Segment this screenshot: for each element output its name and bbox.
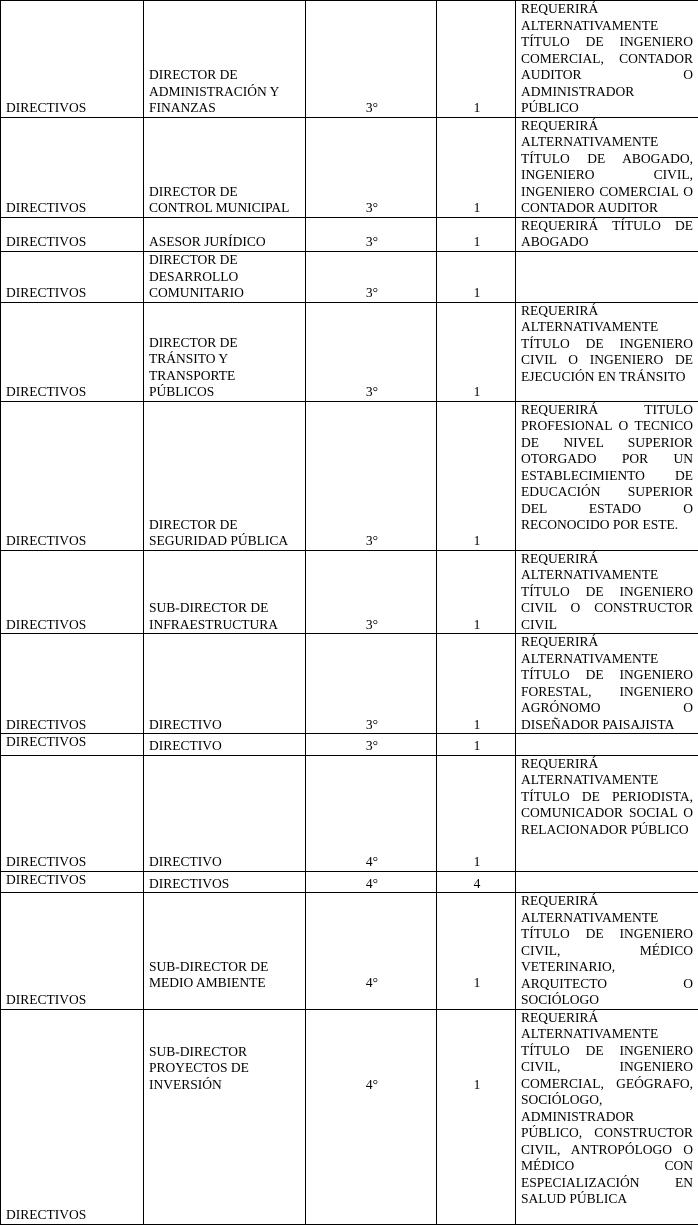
category-cell: DIRECTIVOS (1, 1, 144, 118)
grade-cell: 4° (306, 871, 437, 893)
requirement-cell: REQUERIRÁ TITULO PROFESIONAL O TECNICO DE NIVEL SUPERIOR OTORGADO POR UN ESTABLECIMIENTO DE EDUCACIÓN SUPERIOR DEL ESTADO O RECONOCIDO POR ESTE. (516, 401, 698, 550)
position-cell: DIRECTIVO (144, 734, 306, 756)
position-cell: SUB-DIRECTOR DE MEDIO AMBIENTE (144, 893, 306, 1010)
grade-cell: 3° (306, 251, 437, 302)
grade-cell: 3° (306, 550, 437, 634)
category-cell: DIRECTIVOS (1, 217, 144, 251)
position-cell: DIRECTIVOS (144, 871, 306, 893)
requirement-cell: REQUERIRÁ ALTERNATIVAMENTE TÍTULO DE INGENIERO COMERCIAL, CONTADOR AUDITOR O ADMINISTRADOR PÚBLICO (516, 1, 698, 118)
grade-cell: 3° (306, 117, 437, 217)
table-row (1, 893, 698, 1010)
position-cell: DIRECTOR DE TRÁNSITO Y TRANSPORTE PÚBLICOS (144, 302, 306, 401)
table-row (1, 1009, 698, 1224)
quantity-cell: 1 (437, 1, 516, 118)
requirement-cell: REQUERIRÁ ALTERNATIVAMENTE TÍTULO DE INGENIERO CIVIL O CONSTRUCTOR CIVIL (516, 550, 698, 634)
position-cell: SUB-DIRECTOR DE INFRAESTRUCTURA (144, 550, 306, 634)
table-row (1, 117, 698, 217)
grade-cell: 4° (306, 755, 437, 871)
table-row (1, 550, 698, 634)
grade-cell: 4° (306, 1009, 437, 1224)
requirement-cell: REQUERIRÁ ALTERNATIVAMENTE TÍTULO DE INGENIERO CIVIL, MÉDICO VETERINARIO, ARQUITECTO O SOCIÓLOGO (516, 893, 698, 1010)
grade-cell: 3° (306, 217, 437, 251)
requirement-cell (516, 734, 698, 756)
quantity-cell: 1 (437, 217, 516, 251)
position-cell: DIRECTIVO (144, 755, 306, 871)
category-cell: DIRECTIVOS (1, 550, 144, 634)
table-row (1, 302, 698, 401)
grade-cell: 3° (306, 302, 437, 401)
table-row (1, 871, 698, 893)
quantity-cell: 1 (437, 755, 516, 871)
position-cell: DIRECTOR DE CONTROL MUNICIPAL (144, 117, 306, 217)
category-cell: DIRECTIVOS (1, 871, 144, 893)
table-row (1, 634, 698, 734)
quantity-cell: 1 (437, 550, 516, 634)
requirement-cell: REQUERIRÁ ALTERNATIVAMENTE TÍTULO DE PERIODISTA, COMUNICADOR SOCIAL O RELACIONADOR PÚBLICO (516, 755, 698, 871)
category-cell: DIRECTIVOS (1, 755, 144, 871)
position-cell: DIRECTIVO (144, 634, 306, 734)
quantity-cell: 1 (437, 893, 516, 1010)
quantity-cell: 4 (437, 871, 516, 893)
category-cell: DIRECTIVOS (1, 1009, 144, 1224)
grade-cell: 3° (306, 401, 437, 550)
position-cell: DIRECTOR DE DESARROLLO COMUNITARIO (144, 251, 306, 302)
table-row (1, 734, 698, 756)
position-cell: DIRECTOR DE ADMINISTRACIÓN Y FINANZAS (144, 1, 306, 118)
table-row (1, 217, 698, 251)
grade-cell: 3° (306, 734, 437, 756)
category-cell: DIRECTIVOS (1, 893, 144, 1010)
requirement-cell (516, 251, 698, 302)
quantity-cell: 1 (437, 117, 516, 217)
category-cell: DIRECTIVOS (1, 634, 144, 734)
position-cell: DIRECTOR DE SEGURIDAD PÚBLICA (144, 401, 306, 550)
requirement-cell: REQUERIRÁ ALTERNATIVAMENTE TÍTULO DE INGENIERO FORESTAL, INGENIERO AGRÓNOMO O DISEÑADOR PAISAJISTA (516, 634, 698, 734)
category-cell: DIRECTIVOS (1, 401, 144, 550)
quantity-cell: 1 (437, 634, 516, 734)
category-cell: DIRECTIVOS (1, 117, 144, 217)
table-row (1, 251, 698, 302)
table-row (1, 1, 698, 118)
quantity-cell: 1 (437, 302, 516, 401)
category-cell: DIRECTIVOS (1, 734, 144, 756)
requirement-cell: REQUERIRÁ ALTERNATIVAMENTE TÍTULO DE INGENIERO CIVIL O INGENIERO DE EJECUCIÓN EN TRÁNSITO (516, 302, 698, 401)
grade-cell: 3° (306, 1, 437, 118)
quantity-cell: 1 (437, 1009, 516, 1224)
requirement-cell: REQUERIRÁ ALTERNATIVAMENTE TÍTULO DE INGENIERO CIVIL, INGENIERO COMERCIAL, GEÓGRAFO, SOCIÓLOGO, ADMINISTRADOR PÚBLICO, CONSTRUCTOR CIVIL, ANTROPÓLOGO O MÉDICO CON ESPECIALIZACIÓN EN SALUD PÚBLICA (516, 1009, 698, 1224)
table-row (1, 755, 698, 871)
quantity-cell: 1 (437, 401, 516, 550)
requirement-cell: REQUERIRÁ TÍTULO DE ABOGADO (516, 217, 698, 251)
category-cell: DIRECTIVOS (1, 302, 144, 401)
grade-cell: 4° (306, 893, 437, 1010)
position-cell: ASESOR JURÍDICO (144, 217, 306, 251)
position-cell: SUB-DIRECTOR PROYECTOS DE INVERSIÓN (144, 1009, 306, 1224)
requirement-cell: REQUERIRÁ ALTERNATIVAMENTE TÍTULO DE ABOGADO, INGENIERO CIVIL, INGENIERO COMERCIAL O CONTADOR AUDITOR (516, 117, 698, 217)
table-row (1, 401, 698, 550)
quantity-cell: 1 (437, 734, 516, 756)
grade-cell: 3° (306, 634, 437, 734)
category-cell: DIRECTIVOS (1, 251, 144, 302)
requirement-cell (516, 871, 698, 893)
quantity-cell: 1 (437, 251, 516, 302)
